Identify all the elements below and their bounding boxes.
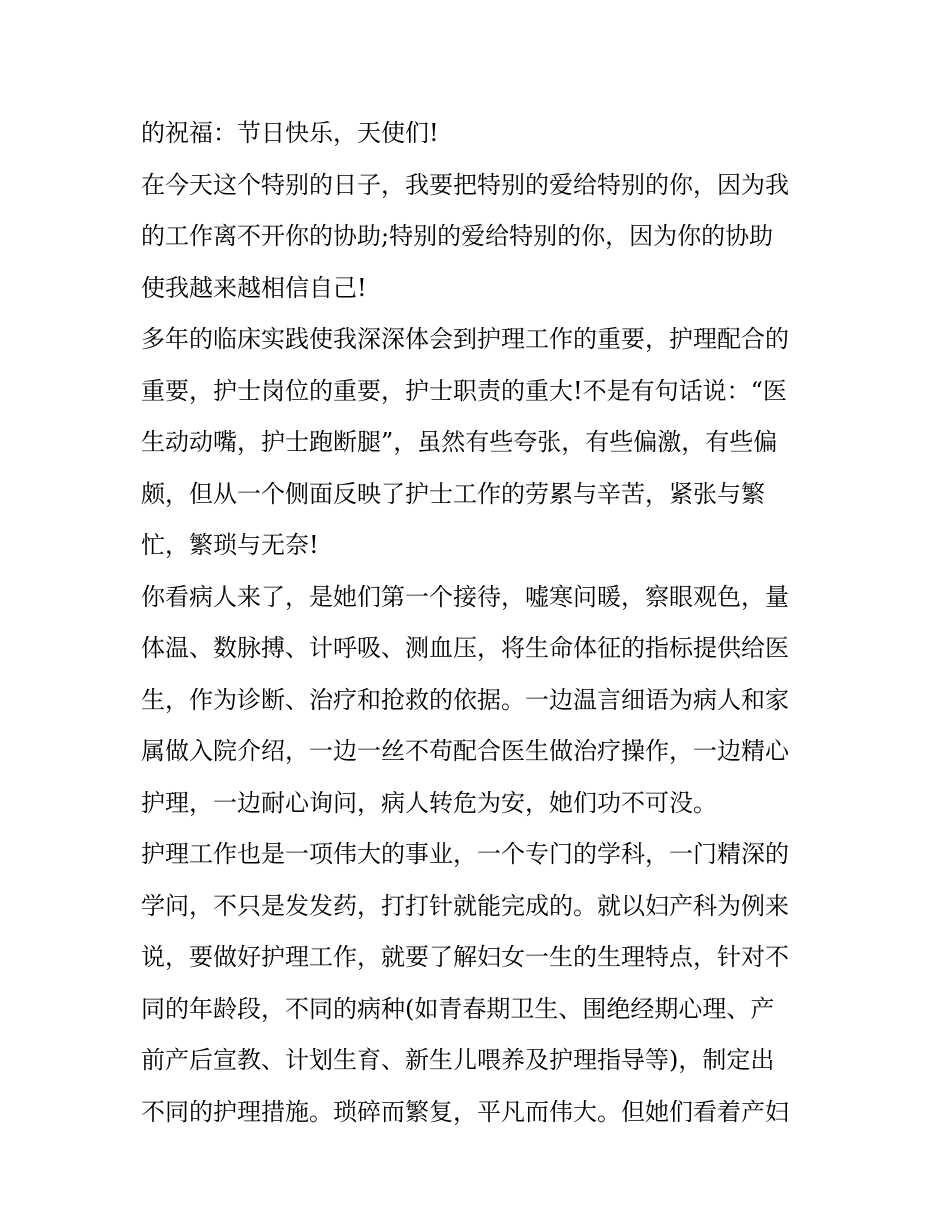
text-line: 在今天这个特别的日子，我要把特别的爱给特别的你，因为我 (141, 170, 789, 199)
text-line: 颇，但从一个侧面反映了护士工作的劳累与辛苦，紧张与繁 (141, 479, 765, 508)
text-line: 说，要做好护理工作，就要了解妇女一生的生理特点，针对不 (141, 943, 789, 971)
text-line: 的工作离不开你的协助;特别的爱给特别的你，因为你的协助 (141, 222, 774, 250)
text-line: 生，作为诊断、治疗和抢救的依据。一边温言细语为病人和家 (141, 685, 789, 714)
text-line: 使我越来越相信自己! (141, 273, 367, 302)
document-body (141, 108, 821, 1138)
text-line: 体温、数脉搏、计呼吸、测血压，将生命体征的指标提供给医 (141, 634, 789, 662)
text-line: 重要，护士岗位的重要，护士职责的重大!不是有句话说：“医 (141, 376, 787, 405)
text-line: 的祝福：节日快乐，天使们! (141, 119, 439, 147)
text-line: 忙，繁琐与无奈! (141, 531, 319, 559)
text-line: 生动动嘴，护士跑断腿”，虽然有些夸张，有些偏激，有些偏 (141, 428, 778, 456)
text-line: 属做入院介绍，一边一丝不苟配合医生做治疗操作，一边精心 (141, 737, 789, 765)
text-line: 不同的护理措施。琐碎而繁复，平凡而伟大。但她们看着产妇 (141, 1097, 789, 1126)
text-line: 护理，一边耐心询问，病人转危为安，她们功不可没。 (141, 788, 717, 817)
text-line: 同的年龄段，不同的病种(如青春期卫生、围绝经期心理、产 (141, 994, 775, 1023)
text-line: 护理工作也是一项伟大的事业，一个专门的学科，一门精深的 (141, 840, 789, 868)
text-line: 前产后宣教、计划生育、新生儿喂养及护理指导等)，制定出 (141, 1046, 775, 1074)
text-line: 你看病人来了，是她们第一个接待，嘘寒问暖，察眼观色，量 (141, 582, 789, 611)
text-line: 学问，不只是发发药，打打针就能完成的。就以妇产科为例来 (141, 891, 789, 920)
text-line: 多年的临床实践使我深深体会到护理工作的重要，护理配合的 (141, 325, 789, 353)
